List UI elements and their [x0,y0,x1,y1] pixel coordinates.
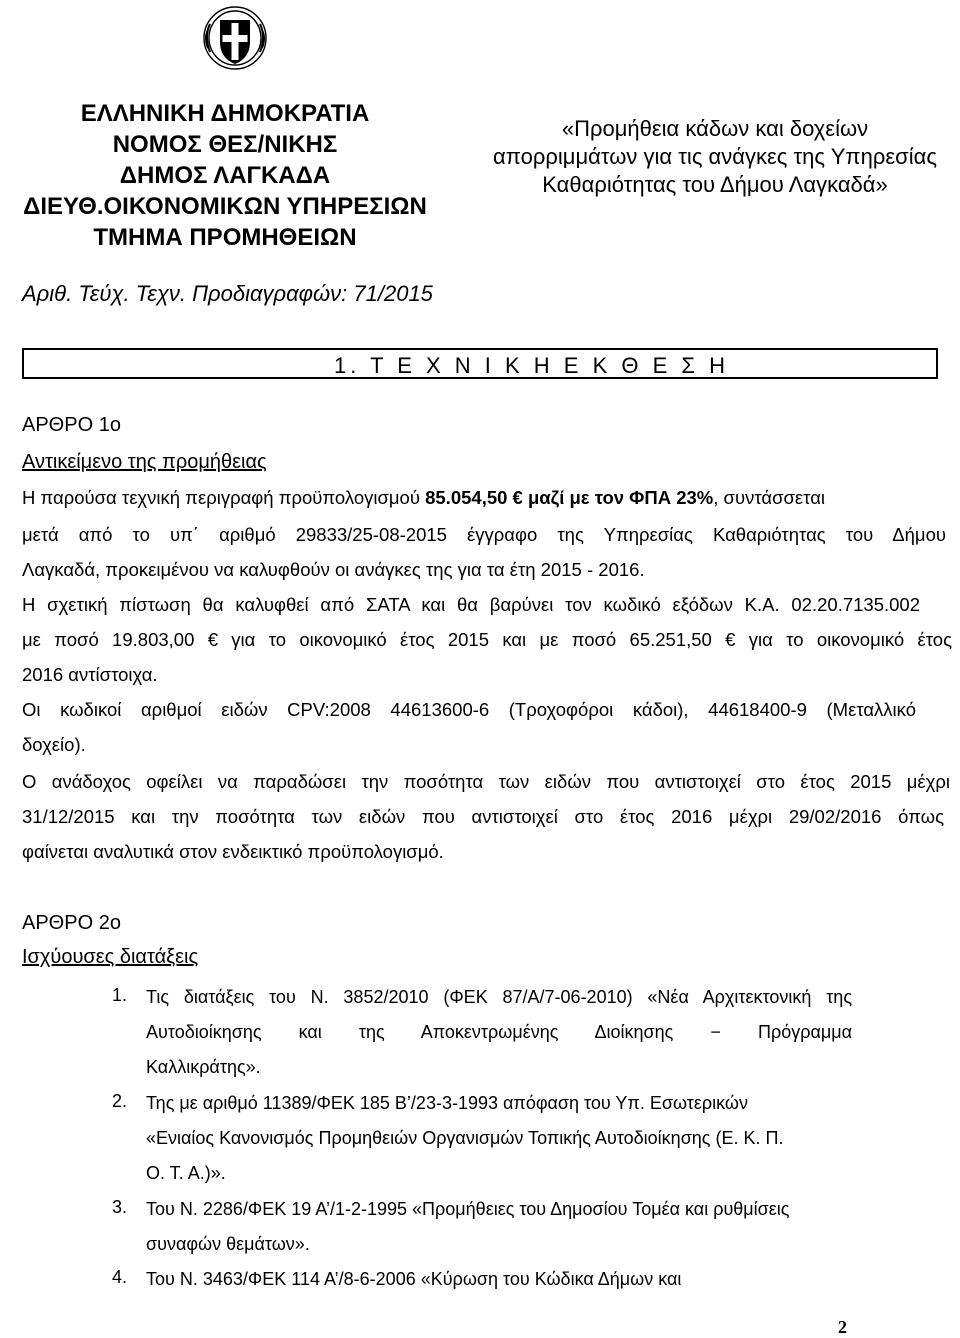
list-item-number: 3. [112,1197,128,1217]
list-item-line: Καλλικράτης». [146,1057,261,1077]
project-title-line: «Προμήθεια κάδων και δοχείων [561,116,869,141]
section-title: 1. Τ Ε Χ Ν Ι Κ Η Ε Κ Θ Ε Σ Η [334,353,729,378]
list-item-line: συναφών θεμάτων». [146,1234,310,1254]
paragraph-line: μετά από το υπ΄ αριθμό 29833/25-08-2015 έγγραφο της Υπηρεσίας Καθαριότητας του Δήμου [22,524,946,545]
spec-reference: Αριθ. Τεύχ. Τεχν. Προδιαγραφών: 71/2015 [22,281,433,306]
paragraph-line: 31/12/2015 και την ποσότητα των ειδών που αντιστοιχεί στο έτος 2016 μέχρι 29/02/2016 όπως [22,806,944,827]
project-title-block [470,115,960,199]
paragraph-line: δοχείο). [22,734,86,755]
issuer-line: ΝΟΜΟΣ ΘΕΣ/ΝΙΚΗΣ [112,131,338,158]
project-title-line: Καθαριότητας του Δήμου Λαγκαδά» [542,172,888,197]
list-item-line: Αυτοδιοίκησης και της Αποκεντρωμένης Διοίκησης − Πρόγραμμα [146,1022,852,1042]
list-item-line: Της με αριθμό 11389/ΦΕΚ 185 Β’/23-3-1993 απόφαση του Υπ. Εσωτερικών [146,1093,748,1113]
paragraph-line: 2016 αντίστοιχα. [22,664,158,685]
issuer-line: ΔΗΜΟΣ ΛΑΓΚΑΔΑ [119,162,331,189]
paragraph-line: Ο ανάδοχος οφείλει να παραδώσει την ποσότητα των ειδών που αντιστοιχεί στο έτος 2015 μέχρι [22,771,950,792]
list-item-number: 2. [112,1091,128,1111]
article-1-subheading: Αντικείμενο της προμήθειας [22,451,267,473]
text-run: Η παρούσα τεχνική περιγραφή προϋπολογισμού [22,487,426,508]
article-2-subheading: Ισχύουσες διατάξεις [22,946,199,968]
issuer-line: ΤΜΗΜΑ ΠΡΟΜΗΘΕΙΩΝ [93,224,357,251]
article-1-heading: ΑΡΘΡΟ 1ο [22,414,121,436]
paragraph-line: Οι κωδικοί αριθμοί ειδών CPV:2008 44613600-6 (Τροχοφόροι κάδοι), 44618400-9 (Μεταλλικό [22,699,916,720]
issuer-line: ΔΙΕΥΘ.ΟΙΚΟΝΟΜΙΚΩΝ ΥΠΗΡΕΣΙΩΝ [23,193,427,220]
issuer-block [0,98,450,253]
list-item-line: Του Ν. 3463/ΦΕΚ 114 Α’/8-6-2006 «Κύρωση του Κώδικα Δήμων και [146,1269,682,1289]
list-item-line: Του Ν. 2286/ΦΕΚ 19 Α’/1-2-1995 «Προμήθειες του Δημοσίου Τομέα και ρυθμίσεις [146,1199,790,1219]
paragraph-line: Λαγκαδά, προκειμένου να καλυφθούν οι ανάγκες της για τα έτη 2015 - 2016. [22,559,645,580]
section-title-box [22,348,938,379]
list-item-line: «Ενιαίος Κανονισμός Προμηθειών Οργανισμών Τοπικής Αυτοδιοίκησης (Ε. Κ. Π. [146,1128,784,1148]
page-number: 2 [838,1317,847,1337]
list-item-number: 1. [112,985,128,1005]
article-2-heading: ΑΡΘΡΟ 2ο [22,912,121,934]
paragraph-line [22,486,946,510]
list-item-line: Τις διατάξεις του Ν. 3852/2010 (ΦΕΚ 87/Α/7-06-2010) «Νέα Αρχιτεκτονική της [146,987,852,1007]
issuer-line: ΕΛΛΗΝΙΚΗ ΔΗΜΟΚΡΑΤΙΑ [80,100,370,127]
paragraph-line: Η σχετική πίστωση θα καλυφθεί από ΣΑΤΑ και θα βαρύνει τον κωδικό εξόδων Κ.Α. 02.20.7135.002 [22,594,920,615]
list-item-line: Ο. Τ. Α.)». [146,1163,226,1183]
paragraph-line: φαίνεται αναλυτικά στον ενδεικτικό προϋπολογισμό. [22,841,444,862]
text-run: , συντάσσεται [713,487,826,508]
project-title-line: απορριμμάτων για τις ανάγκες της Υπηρεσίας [493,144,937,169]
paragraph-line: με ποσό 19.803,00 € για το οικονομικό έτος 2015 και με ποσό 65.251,50 € για το οικονομικό έτος [22,629,952,650]
hellenic-republic-emblem [200,2,270,72]
budget-amount: 85.054,50 € μαζί με τον ΦΠΑ 23% [425,487,714,508]
list-item-number: 4. [112,1267,128,1287]
